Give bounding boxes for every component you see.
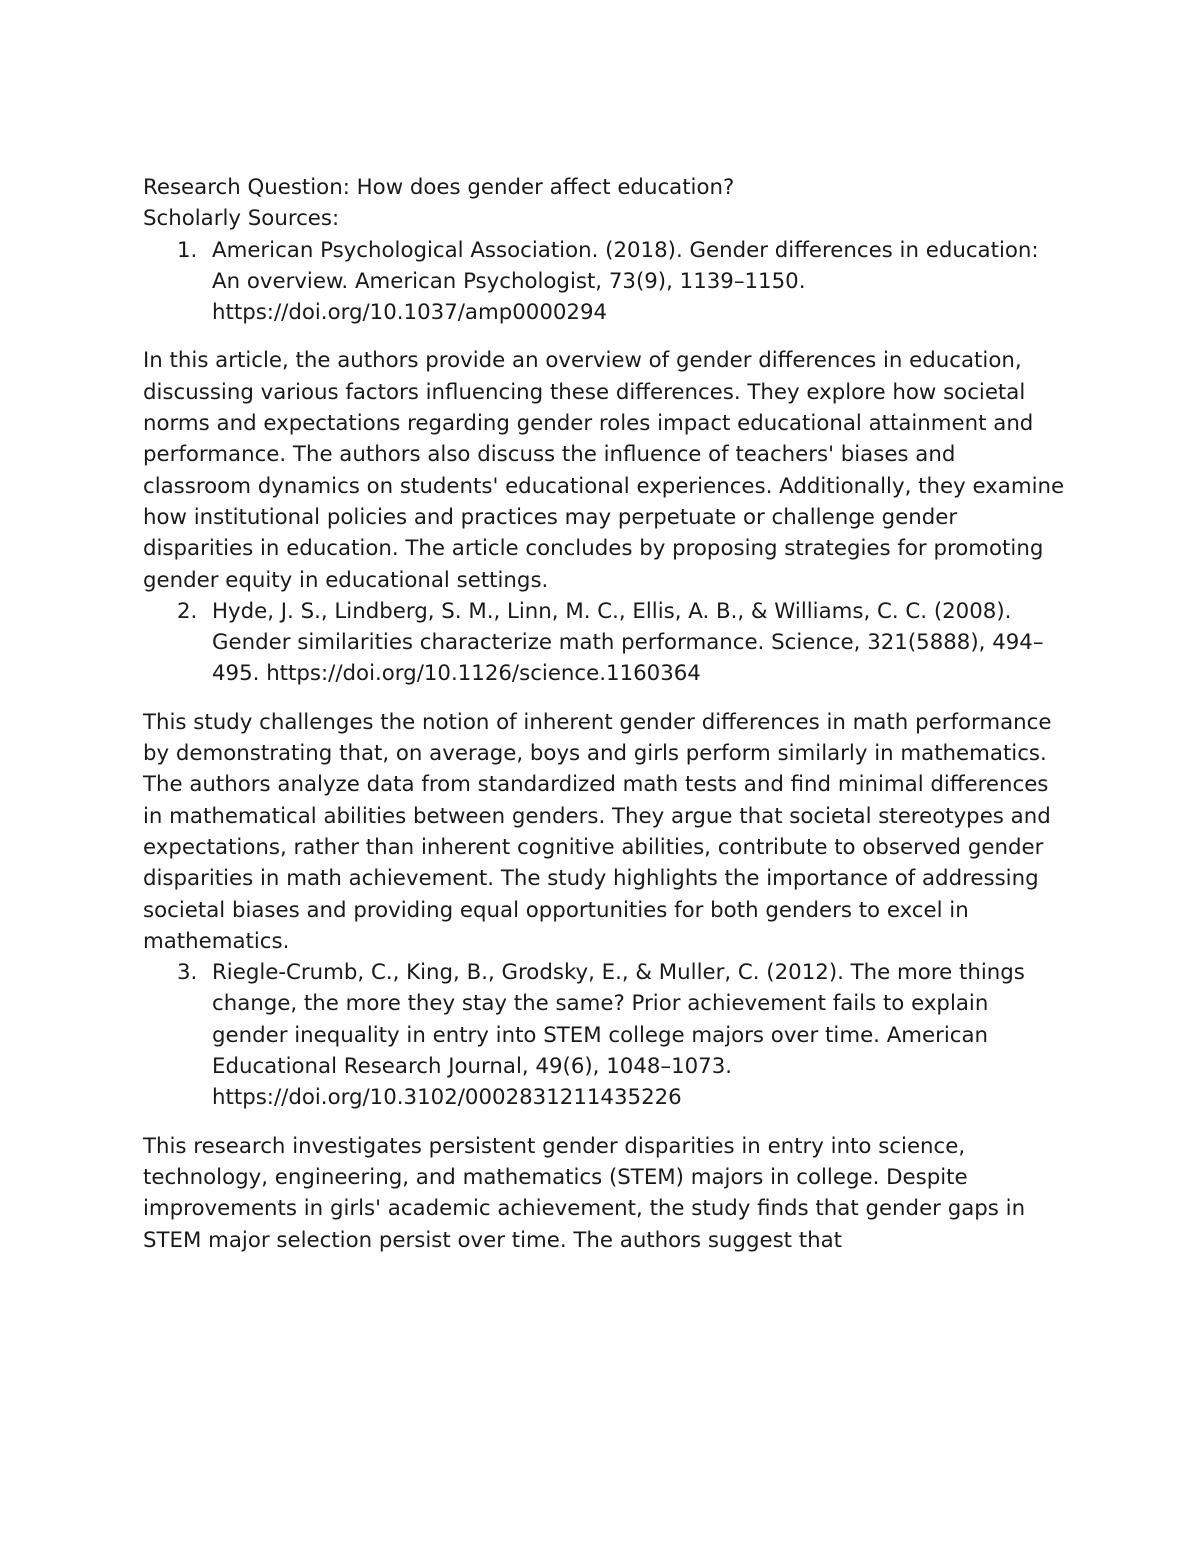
- reference-summary: In this article, the authors provide an overview of gender differences in education, discussing various factors influencing these differences. They explore how societal norms and expectations regarding gender roles impact educational attainment and performance. The authors also discuss the influence of teachers' biases and classroom dynamics on students' educational experiences. Additionally, they examine how institutional policies and practices may perpetuate or challenge gender disparities in education. The article concludes by proposing strategies for promoting gender equity in educational settings.: [143, 348, 1065, 593]
- document-page: [143, 172, 1068, 1256]
- reference-citation: Hyde, J. S., Lindberg, S. M., Linn, M. C., Ellis, A. B., & Williams, C. C. (2008). Gender similarities characterize math performance. Science, 321(5888), 494–495. https://doi.org/10.1126/science.1160364: [212, 598, 1044, 687]
- sources-heading: Scholarly Sources:: [143, 206, 340, 232]
- research-question: Research Question: How does gender affect education?: [143, 175, 735, 200]
- reference-item: [143, 235, 1068, 329]
- reference-citation: American Psychological Association. (2018). Gender differences in education: An overview. American Psychologist, 73(9), 1139–1150. https://doi.org/10.1037/amp0000294: [212, 237, 1039, 326]
- reference-number: 2.: [177, 598, 198, 624]
- reference-summary: This research investigates persistent gender disparities in entry into science, technology, engineering, and mathematics (STEM) majors in college. Despite improvements in girls' academic achievement, the study finds that gender gaps in STEM major selection persist over time. The authors suggest that: [143, 1133, 1026, 1253]
- reference-citation: Riegle-Crumb, C., King, B., Grodsky, E., & Muller, C. (2012). The more things change, the more they stay the same? Prior achievement fails to explain gender inequality in entry into STEM college majors over time. American Educational Research Journal, 49(6), 1048–1073. https://doi.org/10.3102/0002831211435226: [212, 960, 1025, 1111]
- reference-summary: This study challenges the notion of inherent gender differences in math performance by demonstrating that, on average, boys and girls perform similarly in mathematics. The authors analyze data from standardized math tests and find minimal differences in mathematical abilities between genders. They argue that societal stereotypes and expectations, rather than inherent cognitive abilities, contribute to observed gender disparities in math achievement. The study highlights the importance of addressing societal biases and providing equal opportunities for both genders to excel in mathematics.: [143, 709, 1052, 954]
- reference-number: 3.: [177, 960, 198, 986]
- reference-item: [143, 957, 1068, 1113]
- reference-number: 1.: [177, 237, 198, 263]
- reference-item: [143, 596, 1068, 690]
